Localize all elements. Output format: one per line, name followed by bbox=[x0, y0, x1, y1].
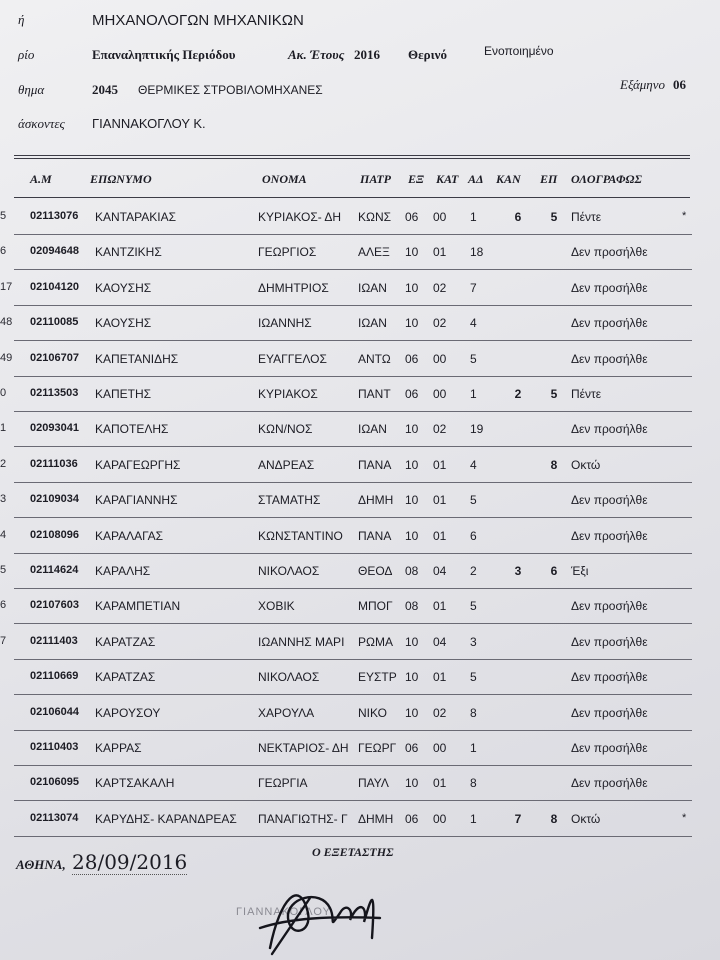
fathers-name: ΠΑΝΑ bbox=[358, 457, 392, 472]
semester-code: 10 bbox=[405, 705, 419, 720]
fathers-name: ΔΗΜΗ bbox=[358, 493, 394, 508]
semester-code: 10 bbox=[405, 776, 419, 791]
grade-in-words: Δεν προσήλθε bbox=[571, 493, 648, 508]
ad-value: 1 bbox=[470, 811, 477, 826]
table-row bbox=[0, 235, 720, 270]
ad-value: 5 bbox=[470, 351, 477, 366]
first-name: ΙΩΑΝΝΗΣ bbox=[258, 316, 312, 331]
col-header-ep: ΕΠ bbox=[540, 172, 558, 186]
examiner-label: Ο ΕΞΕΤΑΣΤΗΣ bbox=[312, 845, 394, 859]
table-row bbox=[0, 660, 720, 695]
first-name: ΚΩΝΣΤΑΝΤΙΝΟ bbox=[258, 528, 343, 543]
row-index: 7 bbox=[0, 634, 7, 647]
examiner-signature bbox=[250, 858, 390, 960]
fathers-name: ΕΥΣΤΡ bbox=[358, 670, 397, 685]
ad-value: 8 bbox=[470, 776, 477, 791]
registration-number: 02107603 bbox=[30, 599, 79, 612]
registration-number: 02109034 bbox=[30, 493, 79, 506]
surname: ΚΑΡΑΤΖΑΣ bbox=[95, 670, 156, 685]
fathers-name: ΚΩΝΣ bbox=[358, 210, 392, 224]
first-name: ΝΙΚΟΛΑΟΣ bbox=[258, 670, 320, 685]
semester-code: 06 bbox=[405, 351, 419, 366]
category-code: 01 bbox=[433, 493, 447, 508]
row-index: 48 bbox=[0, 316, 13, 329]
registration-number: 02113076 bbox=[30, 210, 79, 222]
fathers-name: ΘΕΟΔ bbox=[358, 564, 393, 578]
registration-number: 02114624 bbox=[30, 564, 79, 576]
semester-code: 06 bbox=[405, 741, 419, 755]
ad-value: 8 bbox=[470, 705, 477, 720]
grade-in-words: Οκτώ bbox=[571, 457, 601, 472]
grade-in-words: Δεν προσήλθε bbox=[571, 670, 648, 685]
semester-code: 10 bbox=[405, 316, 419, 331]
row-index: 4 bbox=[0, 528, 7, 541]
semester-code: 10 bbox=[405, 422, 419, 437]
grade-in-words: Δεν προσήλθε bbox=[571, 351, 648, 366]
ad-value: 1 bbox=[470, 210, 477, 224]
col-header-name: ΟΝΟΜΑ bbox=[262, 172, 307, 186]
ad-value: 3 bbox=[470, 634, 477, 649]
row-index: 6 bbox=[0, 599, 7, 612]
col-header-ex: ΕΞ bbox=[408, 172, 424, 186]
registration-number: 02110669 bbox=[30, 670, 79, 683]
ad-value: 4 bbox=[470, 457, 477, 472]
first-name: ΚΥΡΙΑΚΟΣ- ΔΗ bbox=[258, 210, 342, 224]
first-name: ΣΤΑΜΑΤΗΣ bbox=[258, 493, 321, 508]
teachers-value: ΓΙΑΝΝΑΚΟΓΛΟΥ Κ. bbox=[92, 116, 206, 131]
grade-in-words: Δεν προσήλθε bbox=[571, 705, 648, 720]
semester-code: 10 bbox=[405, 493, 419, 508]
row-index: 6 bbox=[0, 245, 7, 258]
ad-value: 1 bbox=[470, 387, 477, 401]
period-label: ρίο bbox=[18, 47, 35, 62]
teachers-label: άσκοντες bbox=[18, 116, 65, 131]
fathers-name: ΑΛΕΞ bbox=[358, 245, 390, 260]
surname: ΚΑΡΥΔΗΣ- ΚΑΡΑΝΔΡΕΑΣ bbox=[95, 811, 237, 826]
surname: ΚΑΡΑΛΑΓΑΣ bbox=[95, 528, 164, 543]
ad-value: 5 bbox=[470, 493, 477, 508]
column-header-divider bbox=[14, 197, 690, 198]
row-index: 2 bbox=[0, 457, 7, 470]
registration-number: 02110085 bbox=[30, 316, 79, 329]
footer-date: 28/09/2016 bbox=[72, 850, 188, 874]
registration-number: 02093041 bbox=[30, 422, 79, 435]
surname: ΚΑΡΑΜΠΕΤΙΑΝ bbox=[95, 599, 181, 614]
grade-in-words: Πέντε bbox=[571, 210, 602, 224]
table-row bbox=[0, 766, 720, 801]
fathers-name: ΓΕΩΡΓ bbox=[358, 741, 397, 755]
first-name: ΝΕΚΤΑΡΙΟΣ- ΔΗ bbox=[258, 741, 349, 755]
table-row bbox=[0, 377, 720, 412]
star-mark: * bbox=[682, 210, 687, 222]
table-row bbox=[0, 306, 720, 341]
academic-year-label: Ακ. Έτους bbox=[288, 47, 345, 62]
kan-grade: 6 bbox=[514, 210, 522, 224]
kan-grade: 7 bbox=[514, 811, 522, 826]
table-row bbox=[0, 271, 720, 306]
course-label: θημα bbox=[18, 82, 45, 97]
kan-grade: 3 bbox=[514, 564, 522, 578]
first-name: ΙΩΑΝΝΗΣ ΜΑΡΙ bbox=[258, 634, 345, 649]
col-header-surname: ΕΠΩΝΥΜΟ bbox=[90, 172, 152, 186]
department-value: ΜΗΧΑΝΟΛΟΓΩΝ ΜΗΧΑΝΙΚΩΝ bbox=[92, 12, 304, 29]
ad-value: 6 bbox=[470, 528, 477, 543]
row-index: 17 bbox=[0, 280, 13, 293]
table-row bbox=[0, 802, 720, 837]
row-index: 3 bbox=[0, 493, 7, 506]
ad-value: 5 bbox=[470, 670, 477, 685]
category-code: 00 bbox=[433, 811, 447, 826]
academic-year-value: 2016 bbox=[354, 47, 380, 62]
grade-in-words: Δεν προσήλθε bbox=[571, 634, 648, 649]
semester-code: 10 bbox=[405, 670, 419, 685]
grade-in-words: Δεν προσήλθε bbox=[571, 422, 648, 437]
registration-number: 02110403 bbox=[30, 741, 79, 753]
table-row bbox=[0, 483, 720, 518]
fathers-name: ΙΩΑΝ bbox=[358, 280, 387, 295]
grade-in-words: Δεν προσήλθε bbox=[571, 776, 648, 791]
first-name: ΓΕΩΡΓΙΟΣ bbox=[258, 245, 317, 260]
surname: ΚΑΟΥΣΗΣ bbox=[95, 280, 152, 295]
registration-number: 02094648 bbox=[30, 245, 79, 258]
first-name: ΧΟΒΙΚ bbox=[258, 599, 295, 614]
surname: ΚΑΡΑΓΙΑΝΝΗΣ bbox=[95, 493, 178, 508]
fathers-name: ΙΩΑΝ bbox=[358, 316, 387, 331]
category-code: 02 bbox=[433, 422, 447, 437]
ep-grade: 8 bbox=[550, 811, 558, 826]
period-value: Επαναληπτικής Περιόδου bbox=[92, 47, 236, 62]
semester-code: 06 bbox=[405, 387, 419, 401]
surname: ΚΑΡΑΛΗΣ bbox=[95, 564, 151, 578]
registration-number: 02106095 bbox=[30, 776, 79, 789]
course-code: 2045 bbox=[92, 82, 118, 97]
examiner-name-stamp: ΓΙΑΝΝΑΚΟΓΛΟΥ bbox=[236, 906, 331, 918]
semester-code: 08 bbox=[405, 599, 419, 614]
first-name: ΔΗΜΗΤΡΙΟΣ bbox=[258, 280, 329, 295]
surname: ΚΑΠΕΤΑΝΙΔΗΣ bbox=[95, 351, 179, 366]
ep-grade: 5 bbox=[550, 210, 558, 224]
semester-code: 06 bbox=[405, 210, 419, 224]
semester-code: 06 bbox=[405, 811, 419, 826]
surname: ΚΑΠΕΤΗΣ bbox=[95, 387, 152, 401]
semester-label: Εξάμηνο bbox=[620, 77, 666, 92]
grade-in-words: Δεν προσήλθε bbox=[571, 528, 648, 543]
col-header-ad: ΑΔ bbox=[468, 172, 484, 186]
unified-label: Ενοποιημένο bbox=[484, 44, 554, 58]
semester-code: 10 bbox=[405, 528, 419, 543]
category-code: 02 bbox=[433, 280, 447, 295]
first-name: ΓΕΩΡΓΙΑ bbox=[258, 776, 308, 791]
category-code: 02 bbox=[433, 705, 447, 720]
registration-number: 02111036 bbox=[30, 457, 78, 470]
surname: ΚΑΝΤΖΙΚΗΣ bbox=[95, 245, 162, 260]
first-name: ΚΥΡΙΑΚΟΣ bbox=[258, 387, 318, 401]
first-name: ΠΑΝΑΓΙΩΤΗΣ- Γ bbox=[258, 811, 348, 826]
category-code: 01 bbox=[433, 245, 447, 260]
ad-value: 7 bbox=[470, 280, 477, 295]
col-header-olografos: ΟΛΟΓΡΑΦΩΣ bbox=[571, 172, 642, 186]
table-row bbox=[0, 200, 720, 235]
registration-number: 02104120 bbox=[30, 280, 79, 293]
grade-in-words: Πέντε bbox=[571, 387, 602, 401]
category-code: 01 bbox=[433, 599, 447, 614]
grade-in-words: Δεν προσήλθε bbox=[571, 741, 648, 755]
surname: ΚΑΡΟΥΣΟΥ bbox=[95, 705, 161, 720]
first-name: ΕΥΑΓΓΕΛΟΣ bbox=[258, 351, 327, 366]
row-index: 0 bbox=[0, 387, 7, 399]
registration-number: 02113074 bbox=[30, 811, 79, 824]
surname: ΚΑΟΥΣΗΣ bbox=[95, 316, 152, 331]
grade-in-words: Δεν προσήλθε bbox=[571, 245, 648, 260]
grade-in-words: Έξι bbox=[571, 564, 589, 578]
season-value: Θερινό bbox=[408, 47, 447, 62]
surname: ΚΑΝΤΑΡΑΚΙΑΣ bbox=[95, 210, 176, 224]
grade-in-words: Δεν προσήλθε bbox=[571, 280, 648, 295]
col-header-kan: ΚΑΝ bbox=[496, 172, 521, 186]
table-row bbox=[0, 589, 720, 624]
ad-value: 4 bbox=[470, 316, 477, 331]
registration-number: 02106044 bbox=[30, 705, 79, 718]
fathers-name: ΠΑΝΤ bbox=[358, 387, 391, 401]
category-code: 01 bbox=[433, 776, 447, 791]
fathers-name: ΡΩΜΑ bbox=[358, 634, 393, 649]
surname: ΚΑΡΤΣΑΚΑΛΗ bbox=[95, 776, 175, 791]
fathers-name: ΙΩΑΝ bbox=[358, 422, 387, 437]
registration-number: 02111403 bbox=[30, 634, 78, 647]
footer-city: ΑΘΗΝΑ, bbox=[16, 857, 66, 872]
table-row bbox=[0, 519, 720, 554]
category-code: 01 bbox=[433, 670, 447, 685]
surname: ΚΑΡΑΤΖΑΣ bbox=[95, 634, 156, 649]
ep-grade: 8 bbox=[550, 457, 558, 472]
category-code: 02 bbox=[433, 316, 447, 331]
table-row bbox=[0, 342, 720, 377]
semester-code: 10 bbox=[405, 457, 419, 472]
row-index: 5 bbox=[0, 564, 7, 576]
table-row bbox=[0, 412, 720, 447]
row-index: 49 bbox=[0, 351, 13, 364]
table-row bbox=[0, 731, 720, 766]
category-code: 04 bbox=[433, 634, 447, 649]
first-name: ΚΩΝ/ΝΟΣ bbox=[258, 422, 313, 437]
ad-value: 18 bbox=[470, 245, 484, 260]
category-code: 00 bbox=[433, 741, 447, 755]
semester-code: 10 bbox=[405, 634, 419, 649]
fathers-name: ΜΠΟΓ bbox=[358, 599, 393, 614]
row-index: 1 bbox=[0, 422, 7, 435]
fathers-name: ΔΗΜΗ bbox=[358, 811, 394, 826]
surname: ΚΑΡΡΑΣ bbox=[95, 741, 142, 755]
ad-value: 1 bbox=[470, 741, 477, 755]
semester-code: 08 bbox=[405, 564, 419, 578]
fathers-name: ΠΑΥΛ bbox=[358, 776, 389, 791]
header-divider bbox=[14, 155, 690, 156]
kan-grade: 2 bbox=[514, 387, 522, 401]
category-code: 00 bbox=[433, 351, 447, 366]
star-mark: * bbox=[682, 811, 687, 824]
row-index: 5 bbox=[0, 210, 7, 222]
ad-value: 19 bbox=[470, 422, 484, 437]
course-name: ΘΕΡΜΙΚΕΣ ΣΤΡΟΒΙΛΟΜΗΧΑΝΕΣ bbox=[138, 83, 323, 97]
surname: ΚΑΡΑΓΕΩΡΓΗΣ bbox=[95, 457, 181, 472]
category-code: 01 bbox=[433, 528, 447, 543]
row-divider bbox=[14, 836, 692, 837]
table-row bbox=[0, 554, 720, 589]
grade-in-words: Δεν προσήλθε bbox=[571, 316, 648, 331]
header-divider-double bbox=[14, 158, 690, 159]
ep-grade: 6 bbox=[550, 564, 558, 578]
ad-value: 5 bbox=[470, 599, 477, 614]
table-row bbox=[0, 696, 720, 731]
fathers-name: ΝΙΚΟ bbox=[358, 705, 387, 720]
department-label: ή bbox=[18, 12, 25, 27]
registration-number: 02113503 bbox=[30, 387, 79, 399]
ad-value: 2 bbox=[470, 564, 477, 578]
surname: ΚΑΠΟΤΕΛΗΣ bbox=[95, 422, 169, 437]
col-header-patr: ΠΑΤΡ bbox=[360, 172, 392, 186]
category-code: 00 bbox=[433, 387, 447, 401]
table-row bbox=[0, 448, 720, 483]
grade-in-words: Δεν προσήλθε bbox=[571, 599, 648, 614]
category-code: 01 bbox=[433, 457, 447, 472]
semester-value: 06 bbox=[673, 77, 686, 92]
category-code: 04 bbox=[433, 564, 447, 578]
semester-code: 10 bbox=[405, 280, 419, 295]
registration-number: 02108096 bbox=[30, 528, 79, 541]
first-name: ΧΑΡΟΥΛΑ bbox=[258, 705, 315, 720]
fathers-name: ΑΝΤΩ bbox=[358, 351, 391, 366]
col-header-kat: ΚΑΤ bbox=[436, 172, 459, 186]
semester-code: 10 bbox=[405, 245, 419, 260]
first-name: ΝΙΚΟΛΑΟΣ bbox=[258, 564, 320, 578]
registration-number: 02106707 bbox=[30, 351, 79, 364]
table-row bbox=[0, 625, 720, 660]
grade-in-words: Οκτώ bbox=[571, 811, 601, 826]
col-header-am: Α.Μ bbox=[30, 172, 52, 186]
first-name: ΑΝΔΡΕΑΣ bbox=[258, 457, 315, 472]
ep-grade: 5 bbox=[550, 387, 558, 401]
fathers-name: ΠΑΝΑ bbox=[358, 528, 392, 543]
category-code: 00 bbox=[433, 210, 447, 224]
